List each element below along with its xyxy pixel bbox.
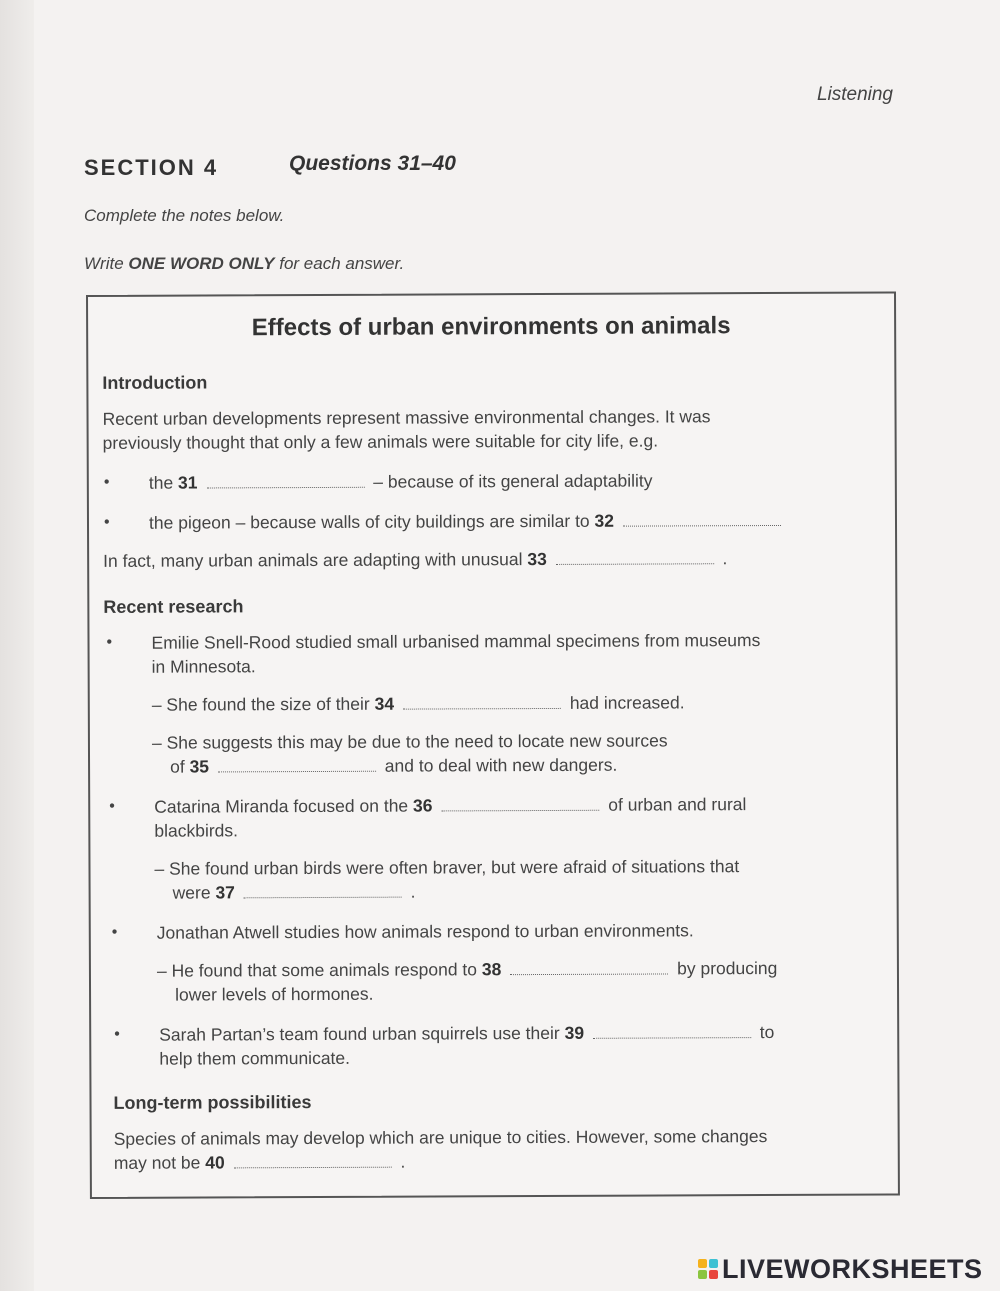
sub-item-38: – He found that some animals respond to 38 by producing lower levels of hormones. — [156, 957, 778, 1005]
bullet-item-32: • the pigeon – because walls of city buildings are similar to 32 — [149, 508, 785, 535]
bullet-item-atwell: • Jonathan Atwell studies how animals respond to urban environments. — [157, 918, 694, 944]
question-number-40: 40 — [205, 1152, 225, 1173]
fact-line-33: In fact, many urban animals are adapting with unusual 33 . — [103, 548, 728, 571]
question-number-37: 37 — [215, 882, 235, 903]
bullet-dot: • — [103, 513, 110, 531]
bullet-dot: • — [111, 923, 118, 941]
answer-blank-38[interactable] — [510, 959, 668, 975]
liveworksheets-logo-text: LIVEWORKSHEETS — [722, 1253, 983, 1284]
bullet-dot: • — [103, 473, 110, 491]
bullet-item-partan: • Sarah Partan’s team found urban squirrels use their 39 to help them communicate. — [114, 1022, 775, 1069]
answer-blank-39[interactable] — [593, 1023, 751, 1039]
sub-item-34: – She found the size of their 34 had increased. — [151, 692, 685, 715]
notes-box — [86, 291, 900, 1199]
long-term-heading: Long-term possibilities — [113, 1092, 312, 1113]
question-number-36: 36 — [412, 795, 433, 816]
question-number-35: 35 — [189, 756, 210, 777]
bullet-item-snell-rood: • Emilie Snell-Rood studied small urbanised mammal specimens from museums in Minnesota. — [106, 630, 761, 677]
bullet-dot: • — [114, 1025, 120, 1043]
answer-blank-40[interactable] — [234, 1153, 392, 1169]
liveworksheets-logo-icon — [698, 1259, 718, 1279]
question-number-32: 32 — [594, 510, 615, 531]
sub-item-37: – She found urban birds were often braver, but were afraid of situations that were 37 . — [154, 856, 740, 903]
recent-research-heading: Recent research — [103, 596, 244, 617]
notes-title: Effects of urban environments on animals — [251, 312, 731, 342]
sub-item-35: – She suggests this may be due to the need to locate new sources of 35 and to deal with new dangers. — [151, 730, 668, 777]
question-number-38: 38 — [481, 959, 502, 980]
question-number-33: 33 — [527, 548, 547, 570]
liveworksheets-logo[interactable] — [698, 1254, 983, 1284]
question-number-34: 34 — [374, 693, 395, 714]
section-questions: Questions 31–40 — [289, 152, 456, 175]
bullet-dot: • — [106, 633, 113, 651]
question-number-31: 31 — [177, 472, 198, 493]
introduction-paragraph: Recent urban developments represent massive environmental changes. It was previously thought that only a few animals were suitable for city life, e.g. — [102, 406, 711, 453]
bullet-dot: • — [109, 797, 115, 815]
answer-blank-36[interactable] — [441, 796, 599, 812]
bullet-item-miranda: • Catarina Miranda focused on the 36 of urban and rural blackbirds. — [109, 794, 747, 841]
answer-blank-31[interactable] — [206, 473, 364, 489]
introduction-heading: Introduction — [102, 372, 208, 393]
bullet-item-31: • the 31 – because of its general adaptability — [149, 469, 653, 495]
instruction-word-limit: Write ONE WORD ONLY for each answer. — [84, 254, 405, 273]
answer-blank-34[interactable] — [403, 694, 561, 710]
header-label: Listening — [816, 84, 893, 105]
answer-blank-35[interactable] — [218, 757, 376, 773]
answer-blank-32[interactable] — [623, 511, 781, 527]
question-number-39: 39 — [564, 1022, 585, 1043]
book-spine-shadow — [0, 0, 34, 1291]
answer-blank-33[interactable] — [556, 549, 714, 565]
section-title: SECTION 4 — [84, 155, 219, 180]
instruction-complete: Complete the notes below. — [84, 206, 285, 225]
long-term-paragraph: Species of animals may develop which are unique to cities. However, some changes may not be 40 . — [113, 1126, 768, 1173]
answer-blank-37[interactable] — [244, 883, 402, 899]
